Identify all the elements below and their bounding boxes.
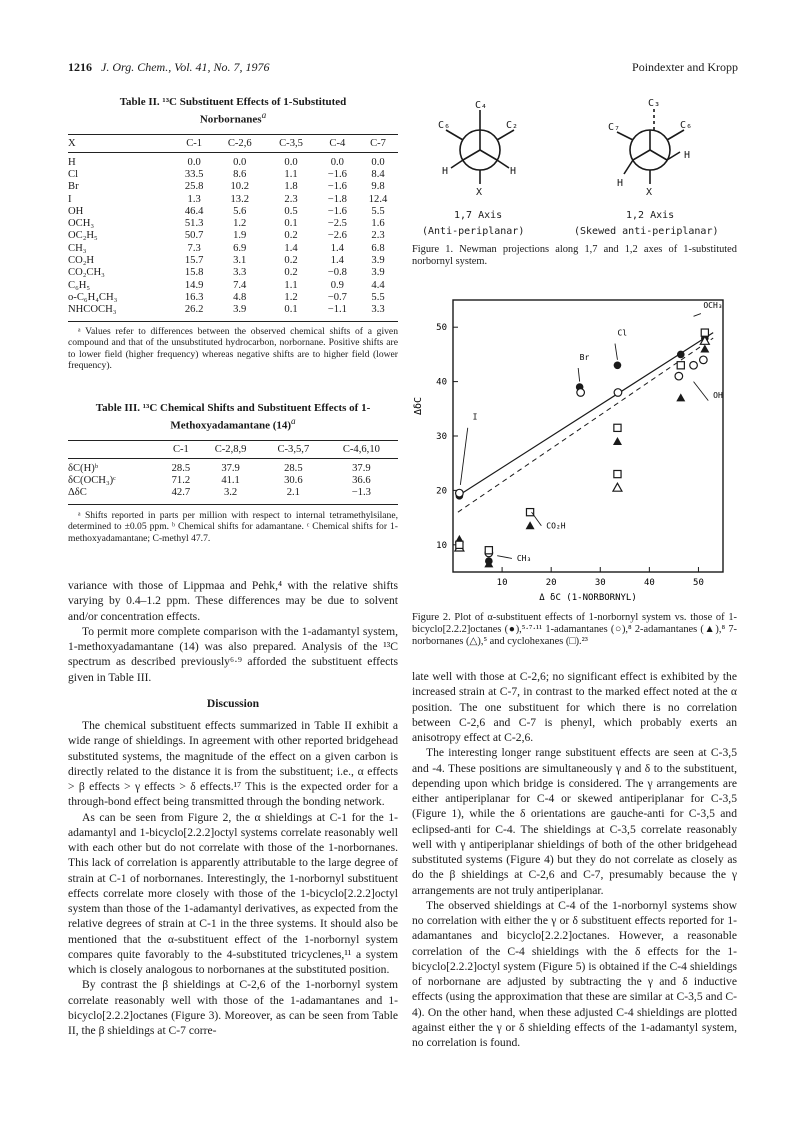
table-cell: 5.5: [371, 205, 385, 217]
newman-label: C₇: [608, 122, 621, 133]
table-3-footnote: ᵃ Shifts reported in parts per million with respect to internal tetramethylsilane, determined to ±0.05 ppm. ᵇ Chemical shifts for adamantane. ᶜ Chemical shifts for 1-methoxyadamantane; C-methyl 47.7.: [68, 509, 398, 544]
table-cell: 41.1: [221, 474, 240, 486]
table-row: [68, 181, 398, 193]
table-3-grid: [68, 440, 398, 505]
running-authors: Poindexter and Kropp: [632, 60, 738, 74]
newman-axis: 1,2 Axis: [626, 210, 675, 221]
newman-axis: 1,7 Axis: [454, 210, 503, 221]
table-cell: NHCOCH₃: [68, 304, 117, 316]
newman-label: C₄: [475, 100, 488, 111]
table-cell: 37.9: [352, 462, 371, 474]
table-cell: 1.6: [371, 218, 385, 230]
point-label: I: [472, 412, 478, 422]
table-cell: 15.7: [184, 255, 204, 267]
table-row: [68, 218, 398, 230]
table-cell: 36.6: [352, 474, 371, 486]
newman-label: H: [684, 150, 691, 161]
table-cell: 1.1: [284, 168, 298, 180]
table-cell: o-C₆H₄CH₃: [68, 291, 118, 303]
paragraph: late well with those at C-2,6; no significant effect is exhibited by the increased strain at C-7, in contrast to the marked effect noted at the α position. The one substituent for which there is no correlation between C-2,6 and C-7 is phenyl, which probably exerts an anisotropy effect at C-2,6.: [412, 670, 737, 744]
table-cell: 5.6: [233, 205, 247, 217]
column-header: C-4: [317, 134, 358, 152]
column-header: C-1: [163, 440, 200, 458]
label-leader: [532, 512, 542, 526]
table-cell: 2.3: [371, 230, 385, 242]
paragraph: To permit more complete comparison with the 1-adamantyl system, 1-methoxyadamantane (14) was also prepared. Analysis of the ¹³C spectrum as described previously⁶·⁹ afforded the substituent effects given in Table III.: [68, 624, 398, 684]
trend-line-dashed: [458, 338, 713, 512]
table-2: [68, 96, 398, 372]
table-cell: 8.4: [371, 168, 385, 180]
table-cell: 6.8: [371, 242, 385, 254]
column-header: C-3,5: [265, 134, 316, 152]
newman-label: C₆: [680, 120, 693, 131]
table-cell: 26.2: [184, 304, 204, 316]
table-row: [68, 475, 398, 487]
table-cell: −0.7: [327, 291, 347, 303]
table-cell: 9.8: [371, 181, 385, 193]
table-2-title: Table II. ¹³C Substituent Effects of 1-Substituted Norbornanes$^a$: [119, 96, 347, 126]
paragraph: The observed shieldings at C-4 of the 1-norbornyl systems show no correlation with either the γ or δ substituent effects reported for 1-adamantanes and bicyclo[2.2.2]octanes. However, a reasonable correlation of the C-4 shieldings with the δ effects for the 1-bicyclo[2.2.2]octyl system (Figure 5) is obtained if the C-4 shieldings of norbornane are adjusted by subtracting the γ and δ inductive effects (using the approximation that these are similar at C-3,5 and C-4). On the other hand, when these adjusted C-4 shieldings are plotted against either the γ or δ shielding effects of the 1-adamantyl system, no correlation is found.: [412, 898, 737, 1049]
y-tick-label: 40: [436, 377, 447, 388]
label-leader: [460, 428, 467, 485]
point-label: Cl: [617, 328, 628, 338]
table-cell: 0.1: [284, 304, 298, 316]
table-cell: 8.6: [233, 168, 247, 180]
data-point: [614, 470, 621, 477]
figure-1-caption: Figure 1. Newman projections along 1,7 and 1,2 axes of 1-substituted norbornyl system.: [412, 244, 737, 267]
table-cell: CO₂CH₃: [68, 267, 105, 279]
table-cell: −2.6: [327, 230, 347, 242]
table-cell: 1.8: [284, 181, 298, 193]
point-label: Br: [579, 352, 590, 362]
newman-label: C₂: [506, 120, 519, 131]
table-cell: 71.2: [171, 474, 191, 486]
right-column-text: [412, 669, 737, 1050]
figure-2-caption: Figure 2. Plot of α-substituent effects of 1-norbornyl system vs. those of 1-bicyclo[2.2.2]octanes (●),⁵·⁷·¹¹ 1-adamantanes (○),⁸ 2-adamantanes (▲),⁸ 7-norbornanes (△),⁵ and cyclohexanes (□).²³: [412, 612, 737, 647]
table-row: [68, 292, 398, 304]
paragraph: variance with those of Lippmaa and Pehk,⁴ with the relative shifts varying by 0.4–1.2 ppm. These differences may be due to solvent and/or concentration effects.: [68, 579, 398, 623]
column-header: C-2,6: [214, 134, 265, 152]
table-cell: 0.0: [330, 156, 344, 168]
left-column-text: [68, 578, 398, 1038]
table-cell: 30.6: [284, 474, 303, 486]
point-label: OH: [713, 390, 723, 400]
table-row: [68, 152, 398, 169]
data-point: [456, 541, 463, 548]
table-cell: 46.4: [184, 205, 204, 217]
table-cell: 25.8: [184, 181, 204, 193]
x-tick-label: 40: [643, 578, 655, 588]
point-label: CH₃: [516, 554, 532, 564]
table-cell: ΔδC: [68, 487, 87, 499]
paragraph: By contrast the β shieldings at C-2,6 of the 1-norbornyl system correlate reasonably well with those of the 1-adamantanes and 1-bicyclo[2.2.2]octanes (Figure 3). Moreover, as can be seen from Table II, the β shieldings at C-7 corre-: [68, 978, 398, 1037]
newman-label: H: [617, 178, 624, 189]
table-cell: CH₃: [68, 242, 87, 254]
column-header: C-2,8,9: [199, 440, 262, 458]
table-3: [68, 402, 398, 544]
table-cell: 33.5: [184, 168, 204, 180]
table-cell: 0.0: [187, 156, 201, 168]
table-cell: 4.8: [233, 291, 247, 303]
table-cell: I: [68, 193, 72, 205]
table-cell: 0.5: [284, 205, 298, 217]
table-cell: −2.5: [327, 218, 347, 230]
table-row: [68, 206, 398, 218]
table-cell: 28.5: [284, 462, 303, 474]
x-tick-label: 20: [545, 578, 557, 588]
page-header: [68, 60, 738, 78]
table-cell: 0.0: [371, 156, 385, 168]
paragraph: As can be seen from Figure 2, the α shieldings at C-1 for the 1-adamantyl and 1-bicyclo[2.2.2]octyl systems correlate reasonably well with each other but do not correlate with those of the 1-norbornanes. This lack of correlation is apparently attributable to the large degree of strain at C-1 of norbornanes. Interestingly, the 1-norbornyl substituent effects correlate more closely with those of the 1-bicyclo[2.2.2]octyl system than those of the 1-adamantyl derivatives, as expected from the relative degrees of strain at C-1 in the three systems. It should also be mentioned that the α-substituent effect of the 1-norbornyl system compares quite favorably to the 4-substituted tricyclenes,¹¹ a system which is closely analogous to norbornanes at the substituted position.: [68, 810, 398, 976]
table-cell: 1.2: [233, 218, 247, 230]
table-cell: OH: [68, 205, 84, 217]
table-cell: 1.9: [233, 230, 247, 242]
table-cell: 51.3: [184, 218, 204, 230]
table-cell: H: [68, 156, 76, 168]
table-cell: OCH₃: [68, 218, 95, 230]
data-point: [614, 389, 622, 397]
newman-label: H: [442, 166, 449, 177]
table-cell: 13.2: [230, 193, 250, 205]
table-cell: 3.3: [371, 304, 385, 316]
data-point: [700, 344, 709, 352]
table-row: [68, 280, 398, 292]
newman-conformation: (Skewed anti-periplanar): [574, 226, 719, 237]
page-number: 1216: [68, 60, 92, 74]
table-cell: 1.1: [284, 279, 298, 291]
table-row: [68, 230, 398, 242]
discussion-heading: Discussion: [206, 696, 260, 710]
y-tick-label: 50: [436, 323, 447, 334]
data-point: [456, 489, 464, 497]
table-cell: CO₂H: [68, 255, 95, 267]
table-cell: 0.0: [233, 156, 247, 168]
table-cell: Cl: [68, 168, 79, 180]
data-point: [613, 483, 622, 491]
table-cell: 3.9: [233, 304, 247, 316]
journal-citation: J. Org. Chem., Vol. 41, No. 7, 1976: [101, 60, 270, 74]
label-leader: [694, 314, 701, 317]
table-cell: 0.2: [284, 267, 298, 279]
table-cell: 6.9: [233, 242, 247, 254]
table-2-grid: [68, 134, 398, 322]
table-cell: 3.9: [371, 267, 385, 279]
data-point: [677, 351, 685, 359]
table-cell: OC₂H₅: [68, 230, 98, 242]
newman-label: X: [646, 187, 653, 198]
x-tick-label: 10: [496, 578, 508, 588]
figure-1: [412, 92, 737, 242]
table-cell: C₆H₅: [68, 279, 91, 291]
scatter-plot: [405, 290, 740, 608]
table-3-title: Table III. ¹³C Chemical Shifts and Substituent Effects of 1-Methoxyadamantane $(14)^a$: [95, 402, 371, 432]
table-row: [68, 243, 398, 255]
newman-label: X: [476, 187, 483, 198]
table-cell: 3.3: [233, 267, 247, 279]
table-cell: 28.5: [171, 462, 191, 474]
label-leader: [694, 382, 709, 401]
table-cell: 0.9: [330, 279, 344, 291]
newman-label: C₃: [648, 98, 661, 109]
plot-frame: [453, 300, 723, 572]
label-leader: [497, 556, 512, 559]
table-row: [68, 304, 398, 321]
table-cell: −1.6: [327, 205, 347, 217]
y-tick-label: 30: [436, 432, 447, 442]
table-cell: 7.4: [233, 279, 247, 291]
table-cell: 2.1: [286, 487, 300, 499]
x-tick-label: 50: [693, 578, 704, 588]
data-point: [485, 547, 492, 554]
column-header: X: [68, 134, 174, 152]
table-2-footnote: ᵃ Values refer to differences between the observed chemical shifts of a given compound and that of the unsubstituted hydrocarbon, norbornane. Positive shifts are to lower field (higher frequency) whereas negative shifts are to higher field (lower frequency).: [68, 325, 398, 372]
column-header: C-1: [174, 134, 214, 152]
data-point: [701, 329, 708, 336]
table-cell: δC(OCH₃)ᶜ: [68, 474, 116, 486]
table-row: [68, 458, 398, 475]
table-cell: 10.2: [230, 181, 250, 193]
y-axis-label: ΔδC: [413, 396, 424, 416]
x-axis-label: Δ δC (1-NORBORNYL): [539, 593, 637, 603]
newman-projections: [412, 92, 737, 242]
newman-label: H: [510, 166, 517, 177]
table-cell: Br: [68, 181, 79, 193]
table-row: [68, 194, 398, 206]
table-row: [68, 169, 398, 181]
table-cell: 0.0: [284, 156, 298, 168]
newman-label: C₆: [438, 120, 451, 131]
table-cell: 2.3: [284, 193, 298, 205]
point-label: CO₂H: [546, 521, 566, 531]
table-row: [68, 267, 398, 279]
table-cell: 1.3: [187, 193, 201, 205]
table-cell: 0.1: [284, 218, 298, 230]
table-cell: −1.3: [351, 487, 371, 499]
data-point: [614, 424, 621, 431]
table-cell: 1.4: [330, 242, 344, 254]
data-point: [613, 437, 622, 445]
column-header: [68, 440, 163, 458]
data-point: [677, 362, 684, 369]
table-cell: −1.1: [327, 304, 347, 316]
y-tick-label: 10: [436, 540, 447, 551]
table-cell: 15.8: [184, 267, 204, 279]
table-cell: 37.9: [221, 462, 240, 474]
column-header: C-7: [358, 134, 398, 152]
table-cell: 14.9: [184, 279, 204, 291]
table-cell: 3.2: [223, 487, 238, 499]
table-cell: 16.3: [184, 291, 204, 303]
data-point: [577, 389, 585, 397]
point-label: OCH₃: [703, 301, 723, 311]
label-leader: [615, 344, 617, 360]
table-cell: δC(H)ᵇ: [68, 462, 99, 474]
data-point: [526, 521, 535, 529]
table-cell: 42.7: [171, 487, 191, 499]
data-point: [700, 356, 708, 364]
paragraph: The chemical substituent effects summarized in Table II exhibit a wide range of shieldings. In agreement with other reported bridgehead substituted systems, the magnitude of the effect on a given carbon is directly related to the distance it is from the substituent; i.e., α effects > β effects > γ effects > δ effects.¹⁷ This is the expected order for a through-bond effect being transmitted through the bonding network.: [68, 719, 398, 809]
table-cell: 4.4: [371, 279, 385, 291]
x-tick-label: 30: [594, 578, 606, 588]
table-cell: −1.8: [327, 193, 347, 205]
table-row: [68, 487, 398, 504]
table-cell: −1.6: [327, 168, 347, 180]
table-cell: 3.9: [371, 255, 385, 267]
data-point: [675, 372, 683, 380]
column-header: C-3,5,7: [262, 440, 325, 458]
y-tick-label: 20: [436, 486, 447, 497]
table-cell: 0.2: [284, 230, 298, 242]
table-cell: 50.7: [184, 230, 204, 242]
table-cell: 0.2: [284, 255, 298, 267]
data-point: [690, 361, 698, 369]
table-cell: 1.4: [330, 255, 344, 267]
column-header: C-4,6,10: [325, 440, 398, 458]
table-row: [68, 255, 398, 267]
table-cell: 1.4: [284, 242, 298, 254]
table-cell: 3.1: [233, 255, 247, 267]
table-cell: 5.5: [371, 291, 385, 303]
table-cell: −0.8: [327, 267, 347, 279]
newman-conformation: (Anti-periplanar): [422, 226, 525, 237]
table-cell: 1.2: [284, 291, 298, 303]
paragraph: The interesting longer range substituent effects are seen at C-3,5 and -4. These positions are simultaneously γ and δ to the substituent, depending upon which bridge is considered. The γ arrangements are either antiperiplanar for C-4 or skewed antiperiplanar for C-3,5 (Figure 1), while the δ orientations are gauche-anti for C-3,5 and eclipsed-anti for C-4. The shieldings at C-3,5 correlate reasonably well with γ antiperiplanar shieldings of both of the other bridgehead substituted systems (Figure 4) but they do not correlate as closely as do the β shieldings at C-2,6 and C-7, presumably because the γ arrangements are not truly antiperiplanar.: [412, 746, 737, 897]
label-leader: [578, 368, 579, 382]
table-cell: 7.3: [187, 242, 201, 254]
data-point: [526, 509, 533, 516]
table-cell: 12.4: [368, 193, 388, 205]
data-point: [676, 393, 685, 401]
table-cell: −1.6: [327, 181, 347, 193]
data-point: [614, 361, 622, 369]
figure-2: [405, 290, 740, 608]
